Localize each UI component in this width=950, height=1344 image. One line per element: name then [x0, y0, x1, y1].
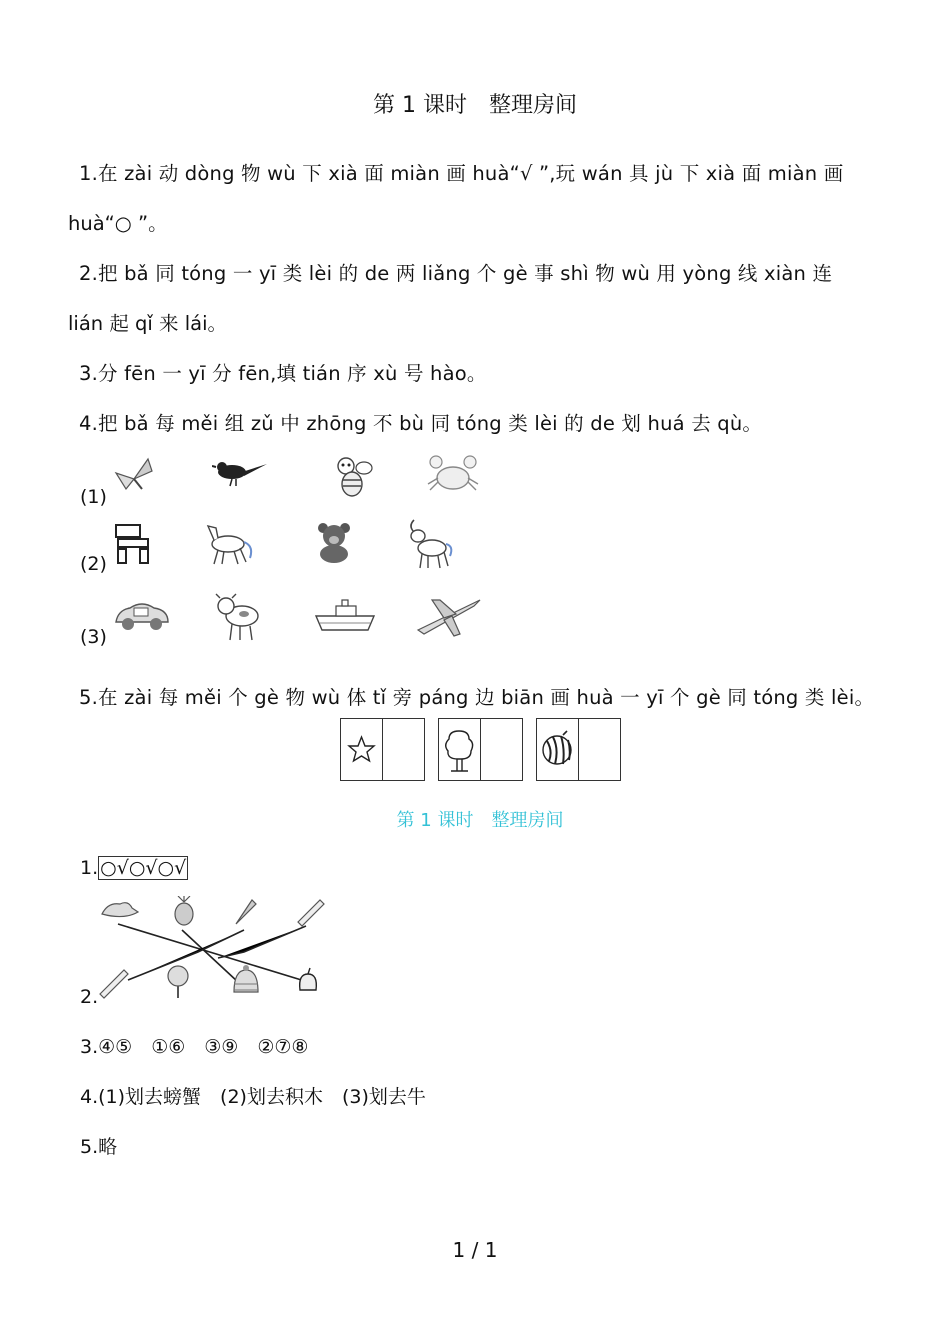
q5-box-watermelon: [536, 718, 621, 781]
pineapple-icon: [175, 896, 193, 925]
cow-icon: [212, 592, 268, 644]
question-2-line-1: 2.把 bǎ 同 tóng 一 yī 类 lèi 的 de 两 liǎng 个 gè 事 shì 物 wù 用 yòng 线 xiàn 连: [79, 262, 833, 285]
q4-row-1-label: (1): [80, 486, 107, 508]
answer-3: 3.④⑤ ①⑥ ③⑨ ②⑦⑧: [80, 1036, 309, 1058]
page-title: 第 1 课时 整理房间: [373, 93, 577, 118]
q5-star-cell: [341, 719, 382, 780]
q4-row-2-label: (2): [80, 553, 107, 575]
answer-1-box: ○√○√○√: [100, 857, 187, 879]
airplane-icon: [414, 592, 484, 640]
vegetable-icon: [168, 966, 188, 998]
car-icon: [112, 598, 172, 634]
answer-title: 第 1 课时 整理房间: [396, 810, 564, 831]
star-icon: [341, 719, 382, 780]
answer-2-bottom-row: [98, 960, 328, 1000]
question-5: 5.在 zài 每 měi 个 gè 物 wù 体 tǐ 旁 páng 边 biān 画 huà 一 yī 个 gè 同 tóng 类 lèi。: [79, 686, 875, 709]
q5-box-tree: [438, 718, 523, 781]
answer-4: 4.(1)划去螃蟹 (2)划去积木 (3)划去牛: [80, 1086, 426, 1108]
answer-5: 5.略: [80, 1136, 118, 1158]
knit-hat-icon: [234, 965, 258, 992]
bee-icon: [330, 454, 374, 500]
q5-blank-cell-1[interactable]: [382, 719, 424, 780]
crab-icon: [426, 454, 480, 494]
watermelon-icon: [537, 719, 578, 780]
butterfly-icon: [112, 455, 156, 495]
question-1-line-1: 1.在 zài 动 dòng 物 wù 下 xià 面 miàn 画 huà“√ ”,玩 wán 具 jù 下 xià 面 miàn 画: [79, 162, 844, 185]
question-3: 3.分 fēn 一 yī 分 fēn,填 tián 序 xù 号 hào。: [79, 362, 487, 385]
pencil-icon: [298, 900, 324, 926]
answer-2: 2.: [80, 986, 99, 1008]
ship-icon: [314, 598, 376, 634]
hat-icon: [102, 903, 138, 917]
pen-icon: [100, 970, 128, 998]
q5-box-star: [340, 718, 425, 781]
page-number: 1 / 1: [452, 1238, 498, 1262]
answer-1: [80, 856, 188, 880]
q4-row-3-label: (3): [80, 626, 107, 648]
question-1-line-2: huà“○ ”。: [68, 212, 168, 235]
carrot-icon: [236, 900, 256, 924]
q5-tree-cell: [439, 719, 480, 780]
answer-1-prefix: 1.: [80, 857, 99, 879]
question-4: 4.把 bǎ 每 měi 组 zǔ 中 zhōng 不 bù 同 tóng 类 lèi 的 de 划 huá 去 qù。: [79, 412, 763, 435]
tree-icon: [439, 719, 480, 780]
teddy-bear-icon: [314, 520, 354, 564]
q5-watermelon-cell: [537, 719, 578, 780]
goat-icon: [404, 516, 456, 572]
question-2-line-2: lián 起 qǐ 来 lái。: [68, 312, 228, 335]
peach-icon: [300, 968, 317, 990]
q5-blank-cell-3[interactable]: [578, 719, 620, 780]
horse-icon: [200, 520, 256, 568]
bird-icon: [212, 458, 268, 488]
q5-blank-cell-2[interactable]: [480, 719, 522, 780]
building-blocks-icon: [112, 521, 152, 565]
